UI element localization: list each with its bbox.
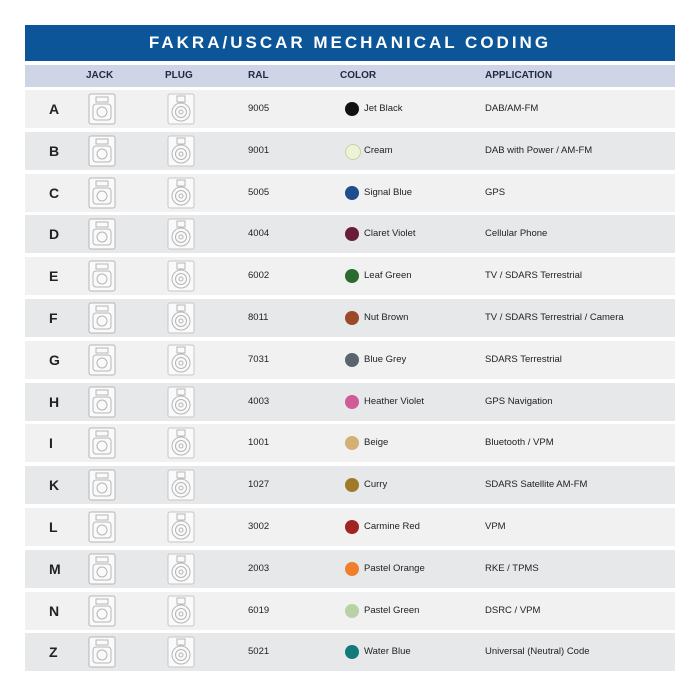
jack-icon — [86, 553, 118, 585]
application-text: Universal (Neutral) Code — [485, 646, 590, 658]
ral-code: 5021 — [248, 646, 270, 658]
coding-letter: D — [49, 226, 60, 243]
color-name: Nut Brown — [364, 311, 409, 323]
table-row — [25, 466, 675, 504]
color-swatch — [345, 227, 359, 241]
plug-icon — [165, 386, 197, 418]
plug-icon — [165, 595, 197, 627]
table-row — [25, 215, 675, 253]
application-text: RKE / TPMS — [485, 562, 539, 574]
application-text: DAB with Power / AM-FM — [485, 144, 593, 156]
coding-letter: N — [49, 602, 60, 619]
jack-icon — [86, 218, 118, 250]
table-row — [25, 132, 675, 170]
jack-icon — [86, 93, 118, 125]
color-swatch — [345, 144, 361, 160]
plug-icon — [165, 427, 197, 459]
color-name: Curry — [364, 479, 388, 491]
header-ral: RAL — [248, 70, 269, 81]
color-swatch — [345, 186, 359, 200]
color-name: Pastel Green — [364, 604, 420, 616]
color-name: Leaf Green — [364, 270, 412, 282]
coding-letter: C — [49, 184, 60, 201]
plug-icon — [165, 135, 197, 167]
ral-code: 7031 — [248, 353, 270, 365]
jack-icon — [86, 511, 118, 543]
table-header — [25, 65, 675, 87]
coding-letter: K — [49, 477, 60, 494]
color-name: Heather Violet — [364, 395, 425, 407]
ral-code: 3002 — [248, 520, 270, 532]
color-swatch — [345, 353, 359, 367]
color-swatch — [345, 562, 359, 576]
jack-icon — [86, 636, 118, 668]
color-swatch — [345, 269, 359, 283]
plug-icon — [165, 260, 197, 292]
color-swatch — [345, 436, 359, 450]
jack-icon — [86, 260, 118, 292]
coding-letter: H — [49, 393, 60, 410]
color-name: Signal Blue — [364, 186, 413, 198]
coding-letter: M — [49, 560, 61, 577]
application-text: Bluetooth / VPM — [485, 437, 554, 449]
coding-letter: B — [49, 142, 60, 159]
color-swatch — [345, 478, 359, 492]
jack-icon — [86, 177, 118, 209]
application-text: DSRC / VPM — [485, 604, 541, 616]
jack-icon — [86, 427, 118, 459]
ral-code: 9001 — [248, 144, 270, 156]
color-swatch — [345, 645, 359, 659]
jack-icon — [86, 135, 118, 167]
table-row — [25, 633, 675, 671]
application-text: SDARS Satellite AM-FM — [485, 479, 588, 491]
color-swatch — [345, 604, 359, 618]
header-plug: PLUG — [165, 70, 193, 81]
color-name: Pastel Orange — [364, 562, 425, 574]
application-text: TV / SDARS Terrestrial / Camera — [485, 311, 624, 323]
coding-table — [25, 25, 675, 675]
table-row — [25, 90, 675, 128]
plug-icon — [165, 469, 197, 501]
color-swatch — [345, 311, 359, 325]
coding-letter: L — [49, 518, 58, 535]
ral-code: 9005 — [248, 103, 270, 114]
application-text: GPS Navigation — [485, 395, 553, 407]
table-row — [25, 592, 675, 630]
coding-letter: A — [49, 101, 60, 117]
plug-icon — [165, 302, 197, 334]
plug-icon — [165, 344, 197, 376]
header-application: APPLICATION — [485, 70, 553, 81]
color-swatch — [345, 520, 359, 534]
title-text: FAKRA/USCAR MECHANICAL CODING — [148, 33, 552, 52]
table-row — [25, 299, 675, 337]
application-text: Cellular Phone — [485, 228, 548, 240]
jack-icon — [86, 386, 118, 418]
color-name: Claret Violet — [364, 228, 416, 240]
color-swatch — [345, 395, 359, 409]
ral-code: 1027 — [248, 479, 270, 491]
plug-icon — [165, 177, 197, 209]
jack-icon — [86, 469, 118, 501]
ral-code: 4003 — [248, 395, 270, 407]
jack-icon — [86, 595, 118, 627]
jack-icon — [86, 302, 118, 334]
color-name: Carmine Red — [364, 520, 420, 532]
ral-code: 2003 — [248, 562, 270, 574]
coding-letter: F — [49, 309, 58, 326]
table-row — [25, 508, 675, 546]
table-row — [25, 550, 675, 588]
table-row — [25, 341, 675, 379]
ral-code: 6002 — [248, 270, 270, 282]
plug-icon — [165, 511, 197, 543]
color-name: Blue Grey — [364, 353, 407, 365]
color-name: Cream — [364, 144, 393, 156]
coding-letter: E — [49, 268, 59, 285]
plug-icon — [165, 636, 197, 668]
application-text: VPM — [485, 520, 506, 532]
color-name: Water Blue — [364, 646, 411, 658]
coding-letter: Z — [49, 644, 58, 661]
table-row — [25, 174, 675, 212]
coding-letter: G — [49, 351, 60, 368]
table-row — [25, 383, 675, 421]
ral-code: 6019 — [248, 604, 270, 616]
ral-code: 5005 — [248, 186, 270, 198]
application-text: TV / SDARS Terrestrial — [485, 270, 582, 282]
color-name: Jet Black — [364, 103, 403, 114]
color-swatch — [345, 102, 359, 116]
application-text: GPS — [485, 186, 506, 198]
ral-code: 1001 — [248, 437, 270, 449]
header-color: COLOR — [340, 70, 377, 81]
jack-icon — [86, 344, 118, 376]
ral-code: 4004 — [248, 228, 270, 240]
ral-code: 8011 — [248, 311, 269, 323]
coding-letter: I — [49, 435, 53, 452]
header-jack: JACK — [86, 70, 114, 81]
plug-icon — [165, 218, 197, 250]
table-row — [25, 424, 675, 462]
table-body — [25, 90, 675, 671]
table-row — [25, 257, 675, 295]
application-text: SDARS Terrestrial — [485, 353, 562, 365]
plug-icon — [165, 93, 197, 125]
application-text: DAB/AM-FM — [485, 103, 539, 114]
color-name: Beige — [364, 437, 389, 449]
plug-icon — [165, 553, 197, 585]
table-title — [25, 25, 675, 61]
